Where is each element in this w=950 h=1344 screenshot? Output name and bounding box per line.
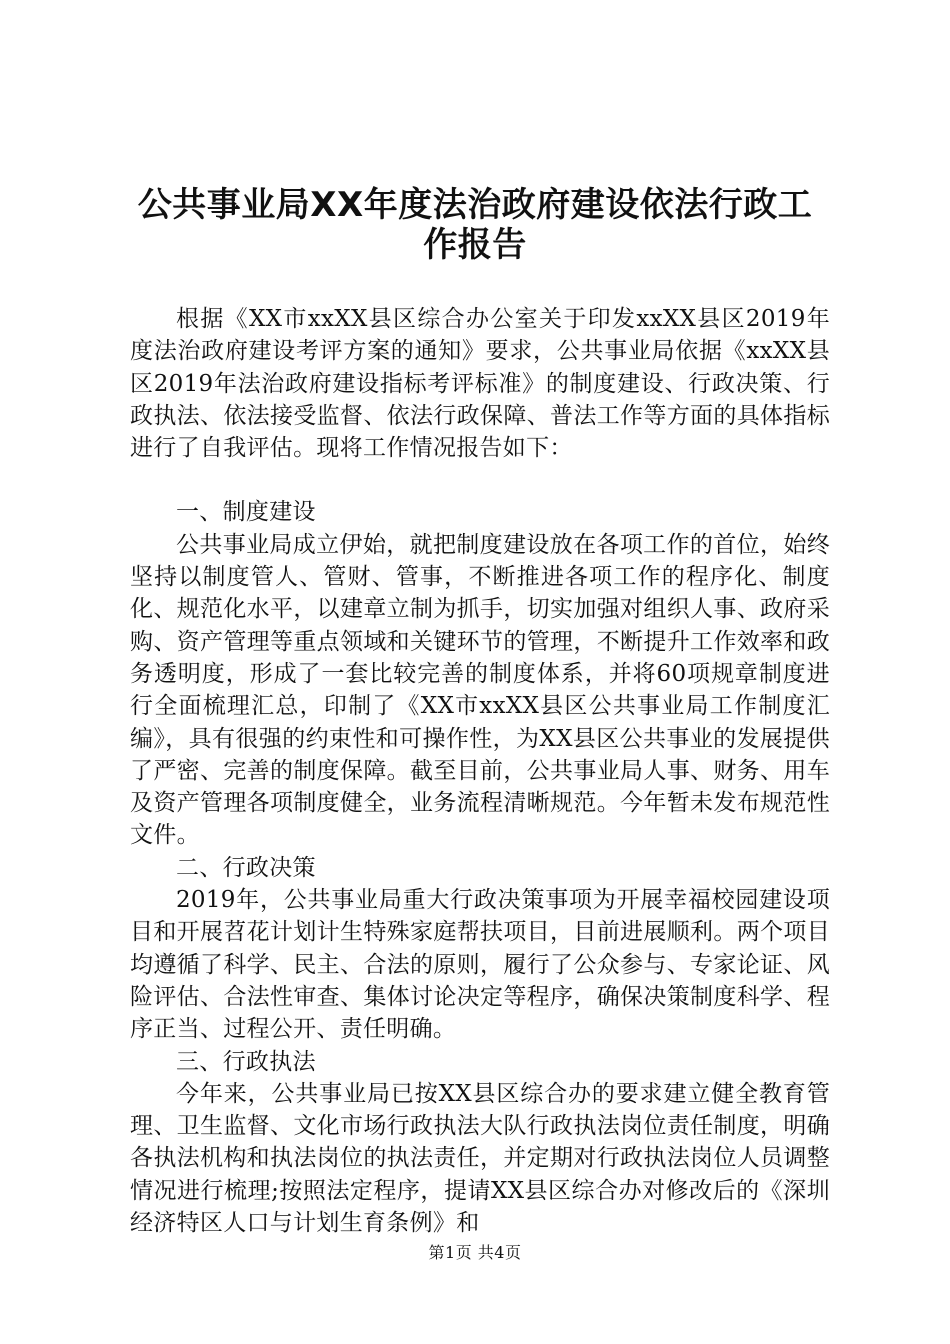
section-heading-administrative-enforcement: 三、行政执法 xyxy=(176,1048,316,1075)
section-heading-administrative-decision: 二、行政决策 xyxy=(176,854,316,881)
intro-paragraph: 根据《XX市xxXX县区综合办公室关于印发xxXX县区2019年度法治政府建设考评方案的通知》要求，公共事业局依据《xxXX县区2019年法治政府建设指标考评标准》的制度建设、行政决策、行政执法、依法接受监督、依法行政保障、普法工作等方面的具体指标进行了自我评估。现将工作情况报告如下： xyxy=(130,306,830,462)
paragraph-gap xyxy=(130,464,830,496)
section-body-system-building: 公共事业局成立伊始，就把制度建设放在各项工作的首位，始终坚持以制度管人、管财、管事，不断推进各项工作的程序化、制度化、规范化水平，以建章立制为抓手，切实加强对组织人事、政府采购、资产管理等重点领域和关键环节的管理，不断提升工作效率和政务透明度，形成了一套比较完善的制度体系，并将60项规章制度进行全面梳理汇总，印制了《XX市xxXX县区公共事业局工作制度汇编》，具有很强的约束性和可操作性，为XX县区公共事业的发展提供了严密、完善的制度保障。截至目前，公共事业局人事、财务、用车及资产管理各项制度健全，业务流程清晰规范。今年暂未发布规范性文件。 xyxy=(130,531,830,849)
section-heading-system-building: 一、制度建设 xyxy=(176,499,316,526)
document-title-line-1: 公共事业局XX年度法治政府建设依法行政工 xyxy=(137,185,813,225)
section-body-administrative-decision: 2019年，公共事业局重大行政决策事项为开展幸福校园建设项目和开展苕花计划计生特殊家庭帮扶项目，目前进展顺利。两个项目均遵循了科学、民主、合法的原则，履行了公众参与、专家论证、风险评估、合法性审查、集体讨论决定等程序，确保决策制度科学、程序正当、过程公开、责任明确。 xyxy=(130,887,830,1043)
page-number-footer: 第1页 共4页 xyxy=(428,1243,522,1262)
document-title-line-2: 作报告 xyxy=(423,225,527,265)
section-body-administrative-enforcement: 今年来，公共事业局已按XX县区综合办的要求建立健全教育管理、卫生监督、文化市场行政执法大队行政执法岗位责任制度，明确各执法机构和执法岗位的执法责任，并定期对行政执法岗位人员调整情况进行梳理;按照法定程序，提请XX县区综合办对修改后的《深圳经济特区人口与计划生育条例》和 xyxy=(130,1080,830,1237)
document-body xyxy=(130,303,830,1239)
